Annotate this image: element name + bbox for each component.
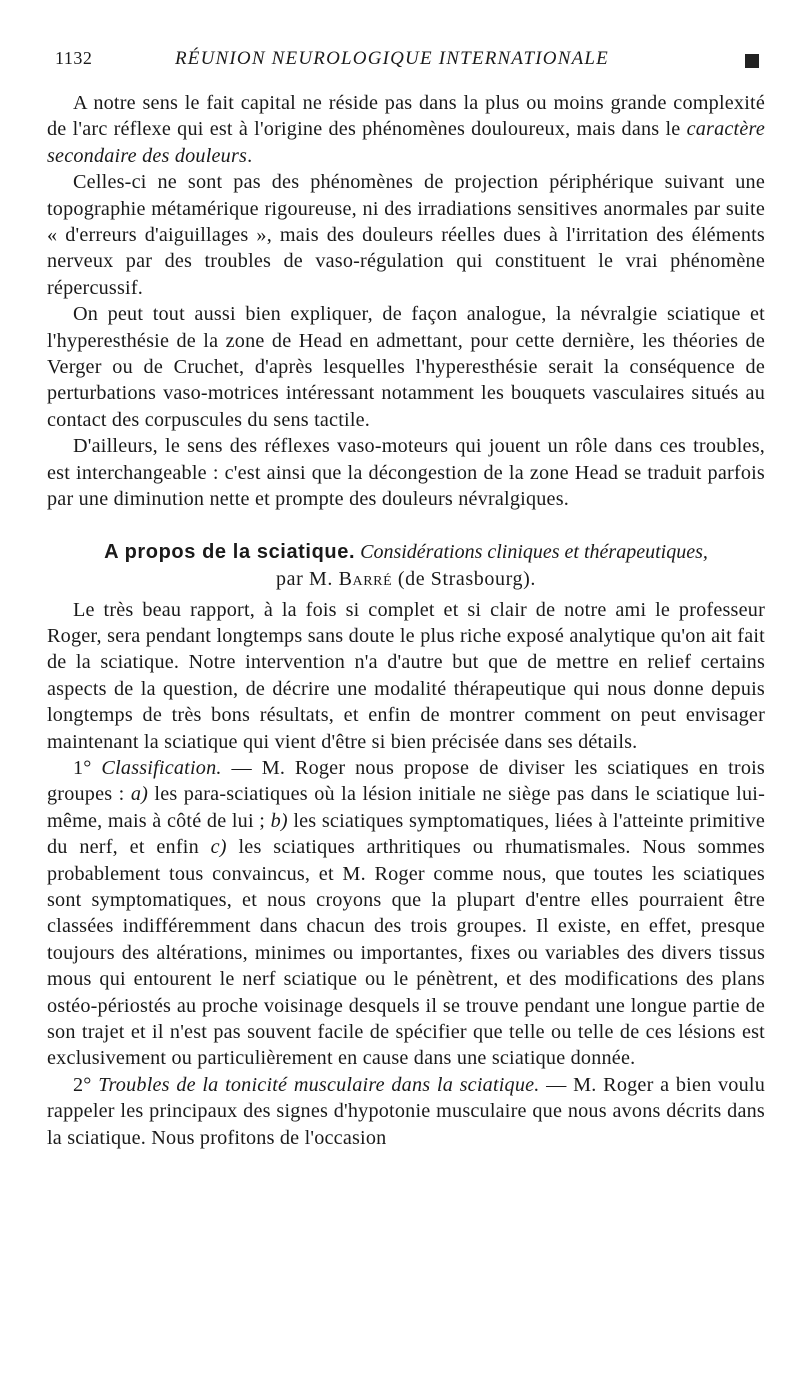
paragraph-1-end: .: [247, 144, 253, 167]
section-title: A propos de la sciatique.: [104, 540, 356, 563]
classification-text-c: les sciatiques symptomatiques, liées à l'atteinte primitive du nerf, et enfin: [47, 809, 765, 859]
classification-heading: Classification.: [101, 756, 222, 779]
section-heading: [47, 539, 765, 593]
paragraph-1-text: A notre sens le fait capital ne réside pas dans la plus ou moins grande complexité de l'arc réflexe qui est à l'origine des phénomènes douloureux, mais dans le: [47, 92, 765, 141]
paragraph-2: Celles-ci ne sont pas des phénomènes de projection périphérique suivant une topographie métamérique rigoureuse, ni des irradiations sensitives anormales par suite « d'erreurs d'aiguillages », mais des douleurs réelles dues à l'irritation des éléments nerveux par des troubles de vaso-régulation qui constituent le vrai phénomène répercussif.: [47, 171, 765, 299]
tonicity-text: — M. Roger a bien voulu rappeler les principaux des signes d'hypotonie musculaire que nous avons décrits dans la sciatique. Nous profitons de l'occasion: [47, 1073, 765, 1149]
printer-mark-icon: [745, 54, 759, 68]
classification-text-a: — M. Roger nous propose de diviser les sciatiques en trois groupes :: [47, 756, 765, 806]
classification-text-d: les sciatiques arthritiques ou rhumatismales. Nous sommes probablement tous convaincus, et M. Roger comme nous, que toutes les sciatiques sont symptomatiques, et nous croyons que la plupart d'entre elles pourraient être classées indifféremment dans chacun des trois groupes. Il existe, en effet, presque toujours des altérations, minimes ou importantes, fixes ou variables des divers tissus mous qui entourent le nerf sciatique ou le pénètrent, et des modifications des plans ostéo-périostés au proche voisinage desquels il se trouve pendant une longue partie de son trajet et il n'est pas souvent facile de spécifier que telle ou telle de ces lésions est exclusivement ou particulièrement en cause dans une sciatique donnée.: [47, 836, 765, 1070]
tonicity-number: 2°: [73, 1073, 92, 1096]
paragraph-5: Le très beau rapport, à la fois si complet et si clair de notre ami le professeur Roger, sera pendant longtemps sans doute le plus riche exposé analytique qu'on ait fait de la sciatique. Notre intervention n'a d'autre but que de mettre en relief certains aspects de la question, de décrire une modalité thérapeutique qui nous donne depuis longtemps de très bons résultats, et enfin de montrer comment on peut envisager maintenant la sciatique qui vient d'être si bien précisée dans ses détails.: [47, 598, 765, 753]
tonicity-heading: Troubles de la tonicité musculaire dans la sciatique.: [98, 1073, 540, 1096]
journal-title: RÉUNION NEUROLOGIQUE INTERNATIONALE: [175, 48, 609, 69]
author-name: Barré: [338, 567, 393, 590]
paragraph-4: D'ailleurs, le sens des réflexes vaso-moteurs qui jouent un rôle dans ces troubles, est interchangeable : c'est ainsi que la décongestion de la zone Head se traduit parfois par une diminution nette et prompte des douleurs névralgiques.: [47, 435, 765, 511]
section-author: [47, 566, 765, 593]
book-page: [47, 44, 765, 1151]
paragraph-6: [47, 755, 765, 1072]
section-gap: [47, 513, 765, 539]
paragraph-1: [47, 90, 765, 169]
author-affiliation: (de Strasbourg).: [397, 567, 536, 590]
classification-number: 1°: [73, 756, 92, 779]
paragraph-3: On peut tout aussi bien expliquer, de façon analogue, la névralgie sciatique et l'hyperesthésie de la zone de Head en admettant, pour cette dernière, les théories de Verger ou de Cruchet, d'après lesquelles l'hyperesthésie serait la conséquence de perturbations vaso-motrices intéressant notamment les bouquets vasculaires situés au contact des corpuscules du sens tactile.: [47, 303, 765, 431]
classification-mark-c: c): [210, 836, 227, 859]
author-prefix: par M.: [276, 567, 333, 590]
paragraph-7: [47, 1072, 765, 1151]
running-head: [47, 44, 765, 78]
classification-mark-a: a): [130, 783, 149, 806]
section-subtitle: Considérations cliniques et thérapeutiques,: [360, 540, 708, 563]
classification-text-b: les para-sciatiques où la lésion initiale ne siège pas dans le sciatique lui-même, mais à côté de lui ;: [47, 783, 765, 832]
paragraph-1-emphasis: caractère secondaire des douleurs: [47, 118, 765, 167]
page-number: 1132: [55, 48, 93, 68]
classification-mark-b: b): [270, 809, 288, 832]
